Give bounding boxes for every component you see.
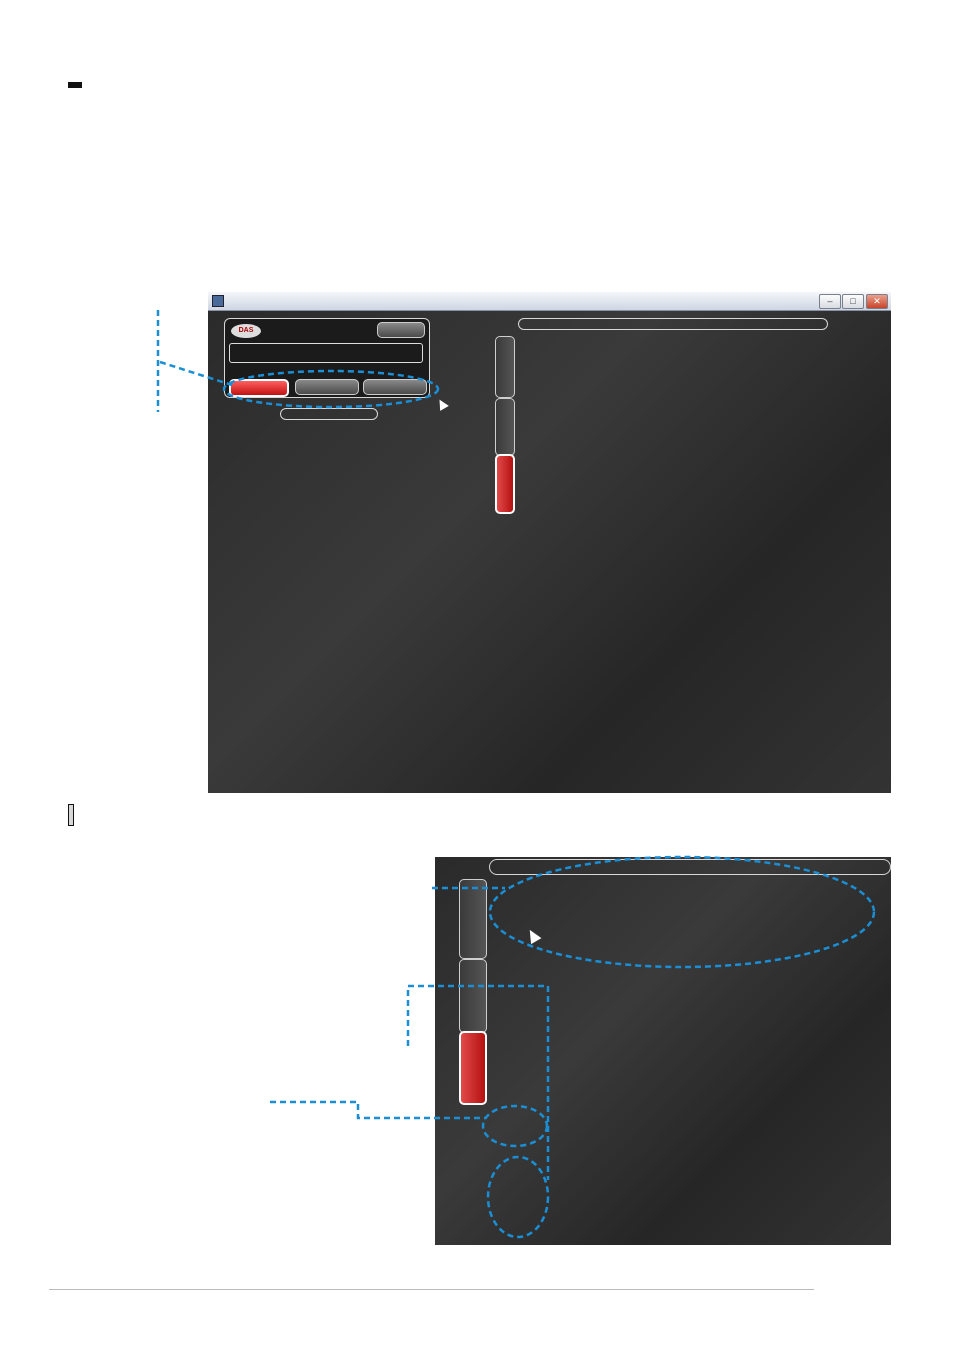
phase-mute-highlight bbox=[488, 1157, 548, 1237]
routing-highlight bbox=[490, 857, 874, 967]
delay-highlight bbox=[483, 1106, 547, 1146]
callout-pointer bbox=[160, 362, 232, 385]
callout-phase bbox=[408, 986, 548, 1180]
close-icon[interactable]: ✕ bbox=[866, 294, 888, 309]
das-logo: DAS bbox=[231, 324, 261, 338]
maximize-icon[interactable]: □ bbox=[842, 294, 864, 309]
callout-delay bbox=[270, 1102, 485, 1118]
footer-rule bbox=[49, 1289, 814, 1290]
tabs-highlight bbox=[224, 371, 438, 407]
minimize-icon[interactable]: – bbox=[819, 294, 841, 309]
